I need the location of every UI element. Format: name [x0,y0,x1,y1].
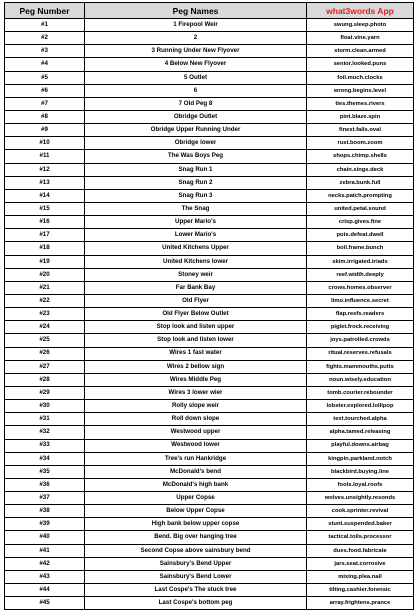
table-row [5,400,414,413]
what3words-cell: fools.loyal.roofs [307,478,414,491]
peg-number-cell: #5 [5,71,85,84]
header-what3words-app: what3words App [307,3,414,19]
peg-name-cell: Rolly slope weir [85,400,307,413]
what3words-cell: necks.patch.prompting [307,189,414,202]
peg-name-cell: 7 Old Peg 8 [85,97,307,110]
peg-number-cell: #16 [5,216,85,229]
peg-name-cell: Old Flyer [85,294,307,307]
what3words-cell: rust.boom.zoom [307,137,414,150]
peg-name-cell: 3 Running Under New Flyover [85,45,307,58]
what3words-cell: mixing.plea.nail [307,570,414,583]
peg-number-cell: #18 [5,242,85,255]
what3words-cell: foil.much.clocks [307,71,414,84]
what3words-cell: united.petal.sound [307,202,414,215]
table-row [5,373,414,386]
what3words-cell: noun.wisely.education [307,373,414,386]
peg-number-cell: #26 [5,347,85,360]
what3words-cell: wrong.begins.level [307,84,414,97]
peg-number-cell: #8 [5,110,85,123]
peg-name-cell: Lower Mario's [85,229,307,242]
header-peg-names: Peg Names [85,3,307,19]
peg-name-cell: Wires 2 bellow sign [85,360,307,373]
peg-name-cell: Second Copse above sainsbury bend [85,544,307,557]
peg-name-cell: The Snag [85,202,307,215]
peg-number-cell: #29 [5,386,85,399]
table-row [5,308,414,321]
peg-name-cell: Wires 3 lower wier [85,386,307,399]
what3words-cell: text.tourched.alpha [307,413,414,426]
peg-number-cell: #33 [5,439,85,452]
peg-number-cell: #45 [5,597,85,610]
peg-number-cell: #41 [5,544,85,557]
peg-number-cell: #21 [5,281,85,294]
peg-name-cell: Stoney weir [85,268,307,281]
table-row [5,347,414,360]
peg-number-cell: #11 [5,150,85,163]
peg-number-cell: #4 [5,58,85,71]
peg-number-cell: #23 [5,308,85,321]
peg-name-cell: Obridge lower [85,137,307,150]
peg-number-cell: #10 [5,137,85,150]
peg-name-cell: Obridge Outlet [85,110,307,123]
what3words-cell: storm.clean.armed [307,45,414,58]
table-row [5,216,414,229]
peg-name-cell: 1 Firepool Weir [85,19,307,32]
peg-name-cell: Far Bank Bay [85,281,307,294]
peg-number-cell: #15 [5,202,85,215]
peg-name-cell: United Kitchens lower [85,255,307,268]
what3words-cell: swung.sleep.photo [307,19,414,32]
table-row [5,518,414,531]
peg-name-cell: Sainsbury's Bend Upper [85,557,307,570]
table-row [5,97,414,110]
what3words-cell: blackbird.buying.line [307,465,414,478]
peg-list-document [4,2,413,610]
peg-name-cell: Old Flyer Below Outlet [85,308,307,321]
peg-name-cell: Snag Run 3 [85,189,307,202]
table-header [5,3,414,19]
peg-number-cell: #13 [5,176,85,189]
what3words-cell: ties.themes.rivers [307,97,414,110]
table-row [5,492,414,505]
peg-name-cell: Stop look and listen lower [85,334,307,347]
table-row [5,137,414,150]
peg-name-cell: Snag Run 1 [85,163,307,176]
what3words-cell: piglet.frock.receiving [307,321,414,334]
what3words-cell: dues.food.fabricate [307,544,414,557]
what3words-cell: pint.blaze.spin [307,110,414,123]
table-row [5,597,414,610]
peg-number-cell: #25 [5,334,85,347]
peg-number-cell: #2 [5,32,85,45]
table-row [5,19,414,32]
what3words-cell: wolves.unsightly.resonds [307,492,414,505]
table-body [5,19,414,610]
table-row [5,531,414,544]
table-row [5,321,414,334]
what3words-cell: playful.downs.airbag [307,439,414,452]
peg-table [4,2,414,610]
what3words-cell: senior.looked.puns [307,58,414,71]
peg-name-cell: Upper Mario's [85,216,307,229]
peg-number-cell: #38 [5,505,85,518]
peg-number-cell: #39 [5,518,85,531]
peg-name-cell: Obridge Upper Running Under [85,124,307,137]
what3words-cell: puts.defeat.dwell [307,229,414,242]
table-row [5,84,414,97]
what3words-cell: joys.patrolled.crowds [307,334,414,347]
what3words-cell: jars.seat.corrosive [307,557,414,570]
peg-name-cell: High bank below upper copse [85,518,307,531]
peg-number-cell: #42 [5,557,85,570]
peg-number-cell: #14 [5,189,85,202]
peg-name-cell: Last Cospe's The stuck tree [85,584,307,597]
table-row [5,439,414,452]
peg-number-cell: #7 [5,97,85,110]
what3words-cell: boil.frame.bunch [307,242,414,255]
peg-number-cell: #30 [5,400,85,413]
what3words-cell: lobster.explored.lollipop [307,400,414,413]
what3words-cell: array.frightens.prance [307,597,414,610]
peg-number-cell: #31 [5,413,85,426]
what3words-cell: shops.chimp.shells [307,150,414,163]
table-row [5,163,414,176]
table-row [5,557,414,570]
peg-name-cell: Upper Copse [85,492,307,505]
table-row [5,189,414,202]
table-row [5,426,414,439]
table-row [5,242,414,255]
table-row [5,32,414,45]
peg-number-cell: #36 [5,478,85,491]
header-peg-number: Peg Number [5,3,85,19]
peg-number-cell: #17 [5,229,85,242]
what3words-cell: kingpin.parkland.notch [307,452,414,465]
peg-number-cell: #27 [5,360,85,373]
table-row [5,176,414,189]
what3words-cell: cook.sprinter.revival [307,505,414,518]
table-row [5,268,414,281]
table-row [5,294,414,307]
peg-name-cell: Stop look and listen upper [85,321,307,334]
table-row [5,110,414,123]
table-row [5,478,414,491]
peg-number-cell: #6 [5,84,85,97]
table-row [5,255,414,268]
what3words-cell: tactical.toils.processor [307,531,414,544]
what3words-cell: chain.sings.deck [307,163,414,176]
table-row [5,281,414,294]
peg-name-cell: Snag Run 2 [85,176,307,189]
table-row [5,202,414,215]
what3words-cell: reef.width.deeply [307,268,414,281]
peg-number-cell: #43 [5,570,85,583]
peg-name-cell: Westwood lower [85,439,307,452]
table-row [5,71,414,84]
table-row [5,334,414,347]
peg-name-cell: McDonald's bend [85,465,307,478]
what3words-cell: stunt.suspended.baker [307,518,414,531]
peg-name-cell: 4 Below New Flyover [85,58,307,71]
peg-name-cell: Sainsbury's Bend Lower [85,570,307,583]
peg-number-cell: #9 [5,124,85,137]
what3words-cell: fights.mammouths.putts [307,360,414,373]
table-row [5,570,414,583]
what3words-cell: crisp.gives.fine [307,216,414,229]
table-row [5,360,414,373]
peg-name-cell: 5 Outlet [85,71,307,84]
peg-number-cell: #40 [5,531,85,544]
peg-name-cell: Below Upper Copse [85,505,307,518]
peg-name-cell: Roll down slope [85,413,307,426]
what3words-cell: ritual.reserves.refusals [307,347,414,360]
what3words-cell: skim.irrigated.triads [307,255,414,268]
what3words-cell: flap.reefs.readers [307,308,414,321]
table-row [5,544,414,557]
table-row [5,58,414,71]
peg-name-cell: United Kitchens Upper [85,242,307,255]
table-row [5,465,414,478]
peg-name-cell: 6 [85,84,307,97]
peg-name-cell: Wires Middle Peg [85,373,307,386]
header-row [5,3,414,19]
table-row [5,505,414,518]
peg-number-cell: #3 [5,45,85,58]
peg-number-cell: #34 [5,452,85,465]
what3words-cell: zebra.bunk.full [307,176,414,189]
peg-name-cell: McDonald's high bank [85,478,307,491]
peg-number-cell: #19 [5,255,85,268]
what3words-cell: crows.homes.observer [307,281,414,294]
peg-name-cell: The Was Boys Peg [85,150,307,163]
what3words-cell: tilting.cashier.forensic [307,584,414,597]
table-row [5,452,414,465]
peg-name-cell: Westwood upper [85,426,307,439]
peg-number-cell: #22 [5,294,85,307]
what3words-cell: limo.influence.secret [307,294,414,307]
peg-name-cell: Wires 1 fast water [85,347,307,360]
table-row [5,386,414,399]
peg-name-cell: 2 [85,32,307,45]
table-row [5,584,414,597]
peg-number-cell: #24 [5,321,85,334]
what3words-cell: float.vine.yarn [307,32,414,45]
table-row [5,45,414,58]
peg-number-cell: #37 [5,492,85,505]
peg-number-cell: #1 [5,19,85,32]
peg-number-cell: #28 [5,373,85,386]
what3words-cell: finest.fails.oval [307,124,414,137]
peg-number-cell: #20 [5,268,85,281]
peg-number-cell: #44 [5,584,85,597]
peg-number-cell: #35 [5,465,85,478]
table-row [5,413,414,426]
peg-number-cell: #12 [5,163,85,176]
what3words-cell: tomb.courier.rebounder [307,386,414,399]
peg-name-cell: Bend. Big over hanging tree [85,531,307,544]
table-row [5,229,414,242]
peg-name-cell: Last Cospe's bottom peg [85,597,307,610]
peg-number-cell: #32 [5,426,85,439]
what3words-cell: alpha.tamed.releasing [307,426,414,439]
table-row [5,150,414,163]
peg-name-cell: Tree's run Hankridge [85,452,307,465]
table-row [5,124,414,137]
